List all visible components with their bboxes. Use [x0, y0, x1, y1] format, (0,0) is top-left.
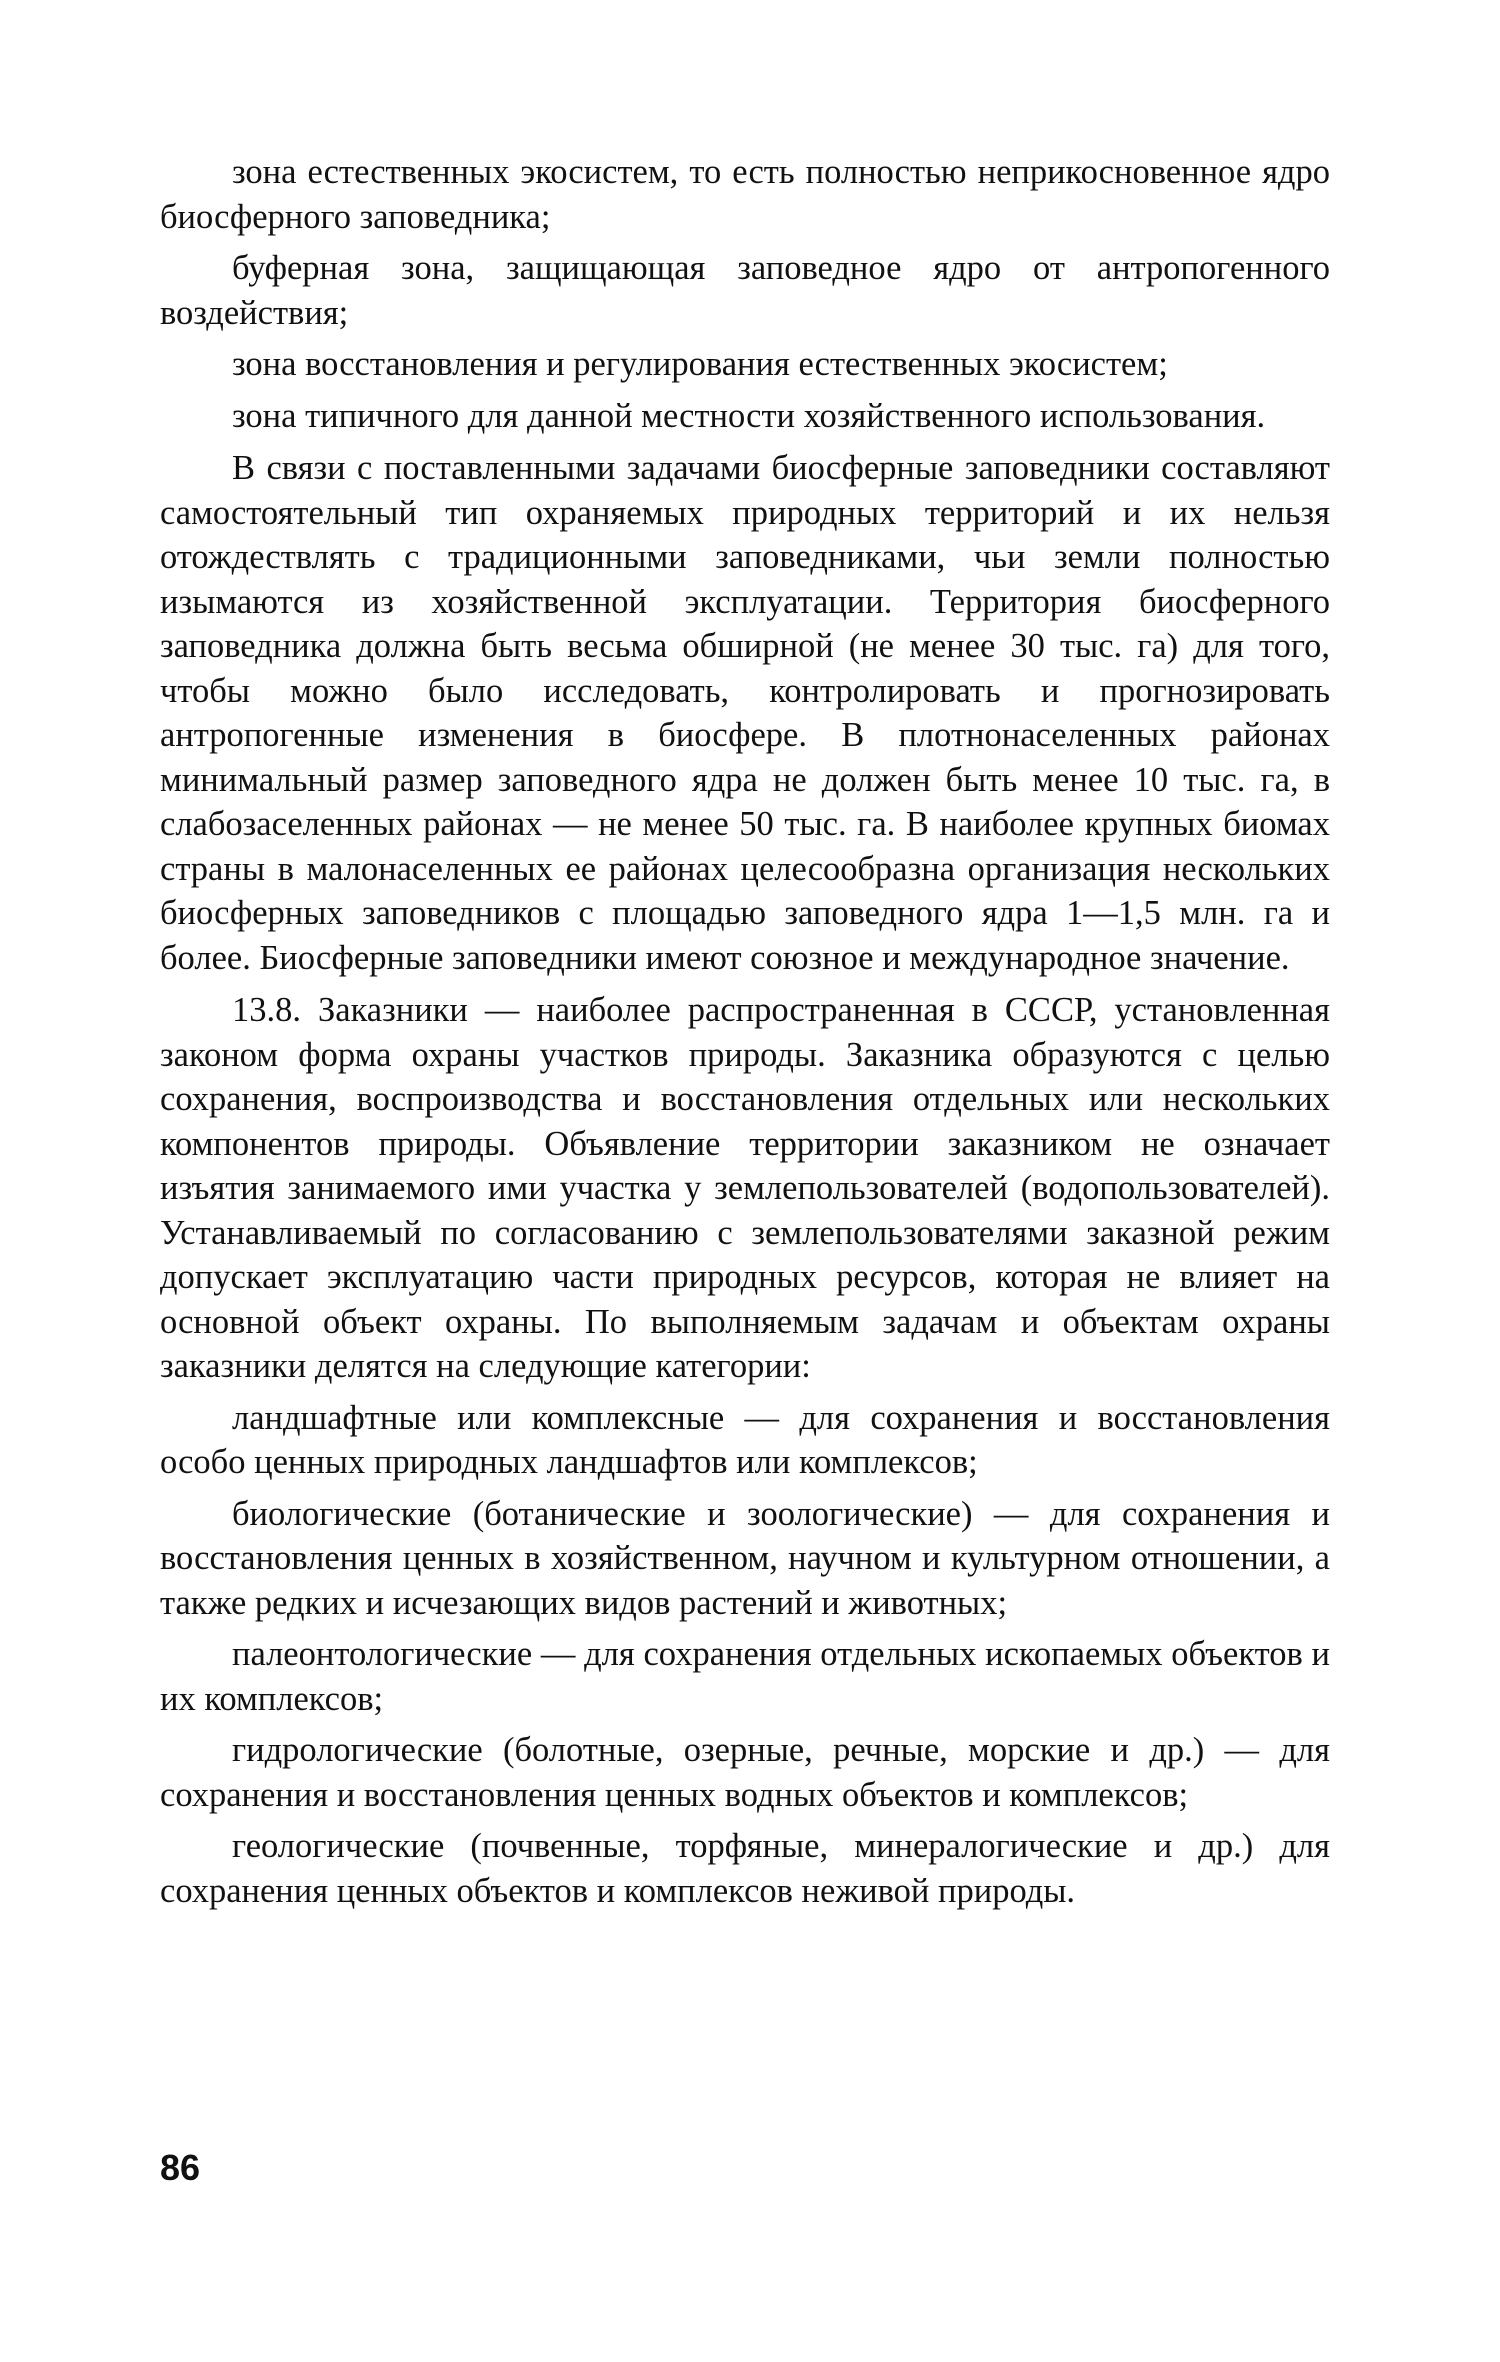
paragraph-economic-use-zone: зона типичного для данной местности хозяйственного использования.	[232, 396, 1266, 435]
paragraph-paleontological-reserves: палеонтологические — для сохранения отдельных ископаемых объектов и их комплексов;	[160, 1635, 1330, 1718]
page-number: 86	[160, 2147, 201, 2188]
paragraph-landscape-reserves: ландшафтные или комплексные — для сохранения и восстановления особо ценных природных ландшафтов или комплексов;	[160, 1398, 1330, 1481]
paragraph-biosphere-reserves: В связи с поставленными задачами биосферные заповедники составляют самостоятельный тип охраняемых природных территорий и их нельзя отождествлять с традиционными заповедниками, чьи земли полностью изымаются из хозяйственной эксплуатации. Территория биосферного заповедника должна быть весьма обширной (не менее 30 тыс. га) для того, чтобы можно было исследовать, контролировать и прогнозировать антропогенные изменения в биосфере. В плотнонаселенных районах минимальный размер заповедного ядра не должен быть менее 10 тыс. га, в слабозаселенных районах — не менее 50 тыс. га. В наиболее крупных биомах страны в малонаселенных ее районах целесообразна организация нескольких биосферных заповедников с площадью заповедного ядра 1—1,5 млн. га и более. Биосферные заповедники имеют союзное и международное значение.	[160, 449, 1330, 977]
paragraph-buffer-zone: буферная зона, защищающая заповедное ядро от антропогенного воздействия;	[160, 249, 1330, 332]
paragraph-hydrological-reserves: гидрологические (болотные, озерные, речные, морские и др.) — для сохранения и восстановления ценных водных объектов и комплексов;	[160, 1731, 1330, 1814]
paragraph-geological-reserves: геологические (почвенные, торфяные, минералогические и др.) для сохранения ценных объектов и комплексов неживой природы.	[160, 1827, 1330, 1910]
document-page	[160, 150, 1330, 2300]
paragraph-zone-natural-ecosystems: зона естественных экосистем, то есть полностью неприкосновенное ядро биосферного заповедника;	[160, 153, 1330, 236]
paragraph-section-13-8: 13.8. Заказники — наиболее распространенная в СССР, установленная законом форма охраны участков природы. Заказника образуются с целью сохранения, воспроизводства и восстановления отдельных или нескольких компонентов природы. Объявление территории заказником не означает изъятия занимаемого ими участка у землепользователей (водопользователей). Устанавливаемый по согласованию с землепользователями заказной режим допускает эксплуатацию части природных ресурсов, которая не влияет на основной объект охраны. По выполняемым задачам и объектам охраны заказники делятся на следующие категории:	[160, 991, 1330, 1385]
paragraph-biological-reserves: биологические (ботанические и зоологические) — для сохранения и восстановления ценных в хозяйственном, научном и культурном отношении, а также редких и исчезающих видов растений и животных;	[160, 1494, 1330, 1622]
paragraph-restoration-zone: зона восстановления и регулирования естественных экосистем;	[232, 345, 1168, 383]
